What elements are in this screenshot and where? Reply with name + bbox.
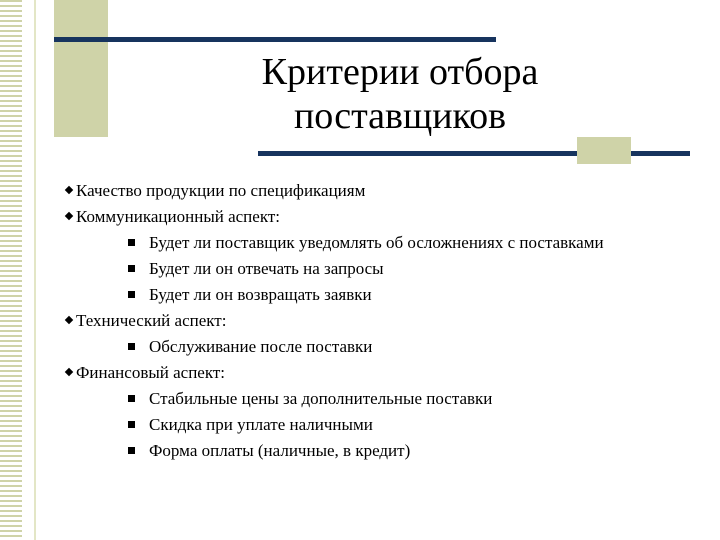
bullet-text: Финансовый аспект: xyxy=(76,363,226,382)
square-bullet-icon xyxy=(128,239,135,246)
sub-bullet-item xyxy=(64,438,694,464)
bullet-list xyxy=(64,178,694,464)
bullet-text: Коммуникационный аспект: xyxy=(76,207,281,226)
bullet-item-technical xyxy=(64,308,694,334)
bullet-item-quality xyxy=(64,178,694,204)
sub-bullet-item xyxy=(64,334,694,360)
bullet-text: Технический аспект: xyxy=(76,311,227,330)
diamond-bullet-icon xyxy=(65,212,73,220)
diamond-bullet-icon xyxy=(65,186,73,194)
bullet-text: Качество продукции по спецификациям xyxy=(76,181,366,200)
sub-bullet-text: Стабильные цены за дополнительные поставки xyxy=(149,389,493,408)
square-bullet-icon xyxy=(128,447,135,454)
square-bullet-icon xyxy=(128,421,135,428)
square-bullet-icon xyxy=(128,395,135,402)
bullet-item-financial xyxy=(64,360,694,386)
sub-bullet-text: Обслуживание после поставки xyxy=(149,337,373,356)
square-bullet-icon xyxy=(128,343,135,350)
slide-title-line-2: поставщиков xyxy=(293,95,507,137)
slide-title-line-1: Критерии отбора xyxy=(261,51,539,93)
slide-title xyxy=(200,50,600,138)
sub-bullet-text: Будет ли он отвечать на запросы xyxy=(149,259,384,278)
sub-bullet-item xyxy=(64,230,694,256)
sub-bullet-text: Будет ли поставщик уведомлять об осложнениях с поставками xyxy=(149,233,604,252)
decorative-stripes xyxy=(0,0,22,540)
decorative-vertical-line xyxy=(34,0,36,540)
sub-bullet-item xyxy=(64,412,694,438)
sub-bullet-text: Скидка при уплате наличными xyxy=(149,415,373,434)
diamond-bullet-icon xyxy=(65,368,73,376)
decorative-block-top xyxy=(54,0,108,137)
sub-bullet-text: Форма оплаты (наличные, в кредит) xyxy=(149,441,411,460)
sub-bullet-item xyxy=(64,386,694,412)
diamond-bullet-icon xyxy=(65,316,73,324)
sub-bullet-item xyxy=(64,282,694,308)
title-rule-top xyxy=(54,37,496,42)
sub-bullet-item xyxy=(64,256,694,282)
sub-bullet-text: Будет ли он возвращать заявки xyxy=(149,285,372,304)
square-bullet-icon xyxy=(128,265,135,272)
decorative-block-bottom xyxy=(577,137,631,164)
square-bullet-icon xyxy=(128,291,135,298)
bullet-item-communication xyxy=(64,204,694,230)
